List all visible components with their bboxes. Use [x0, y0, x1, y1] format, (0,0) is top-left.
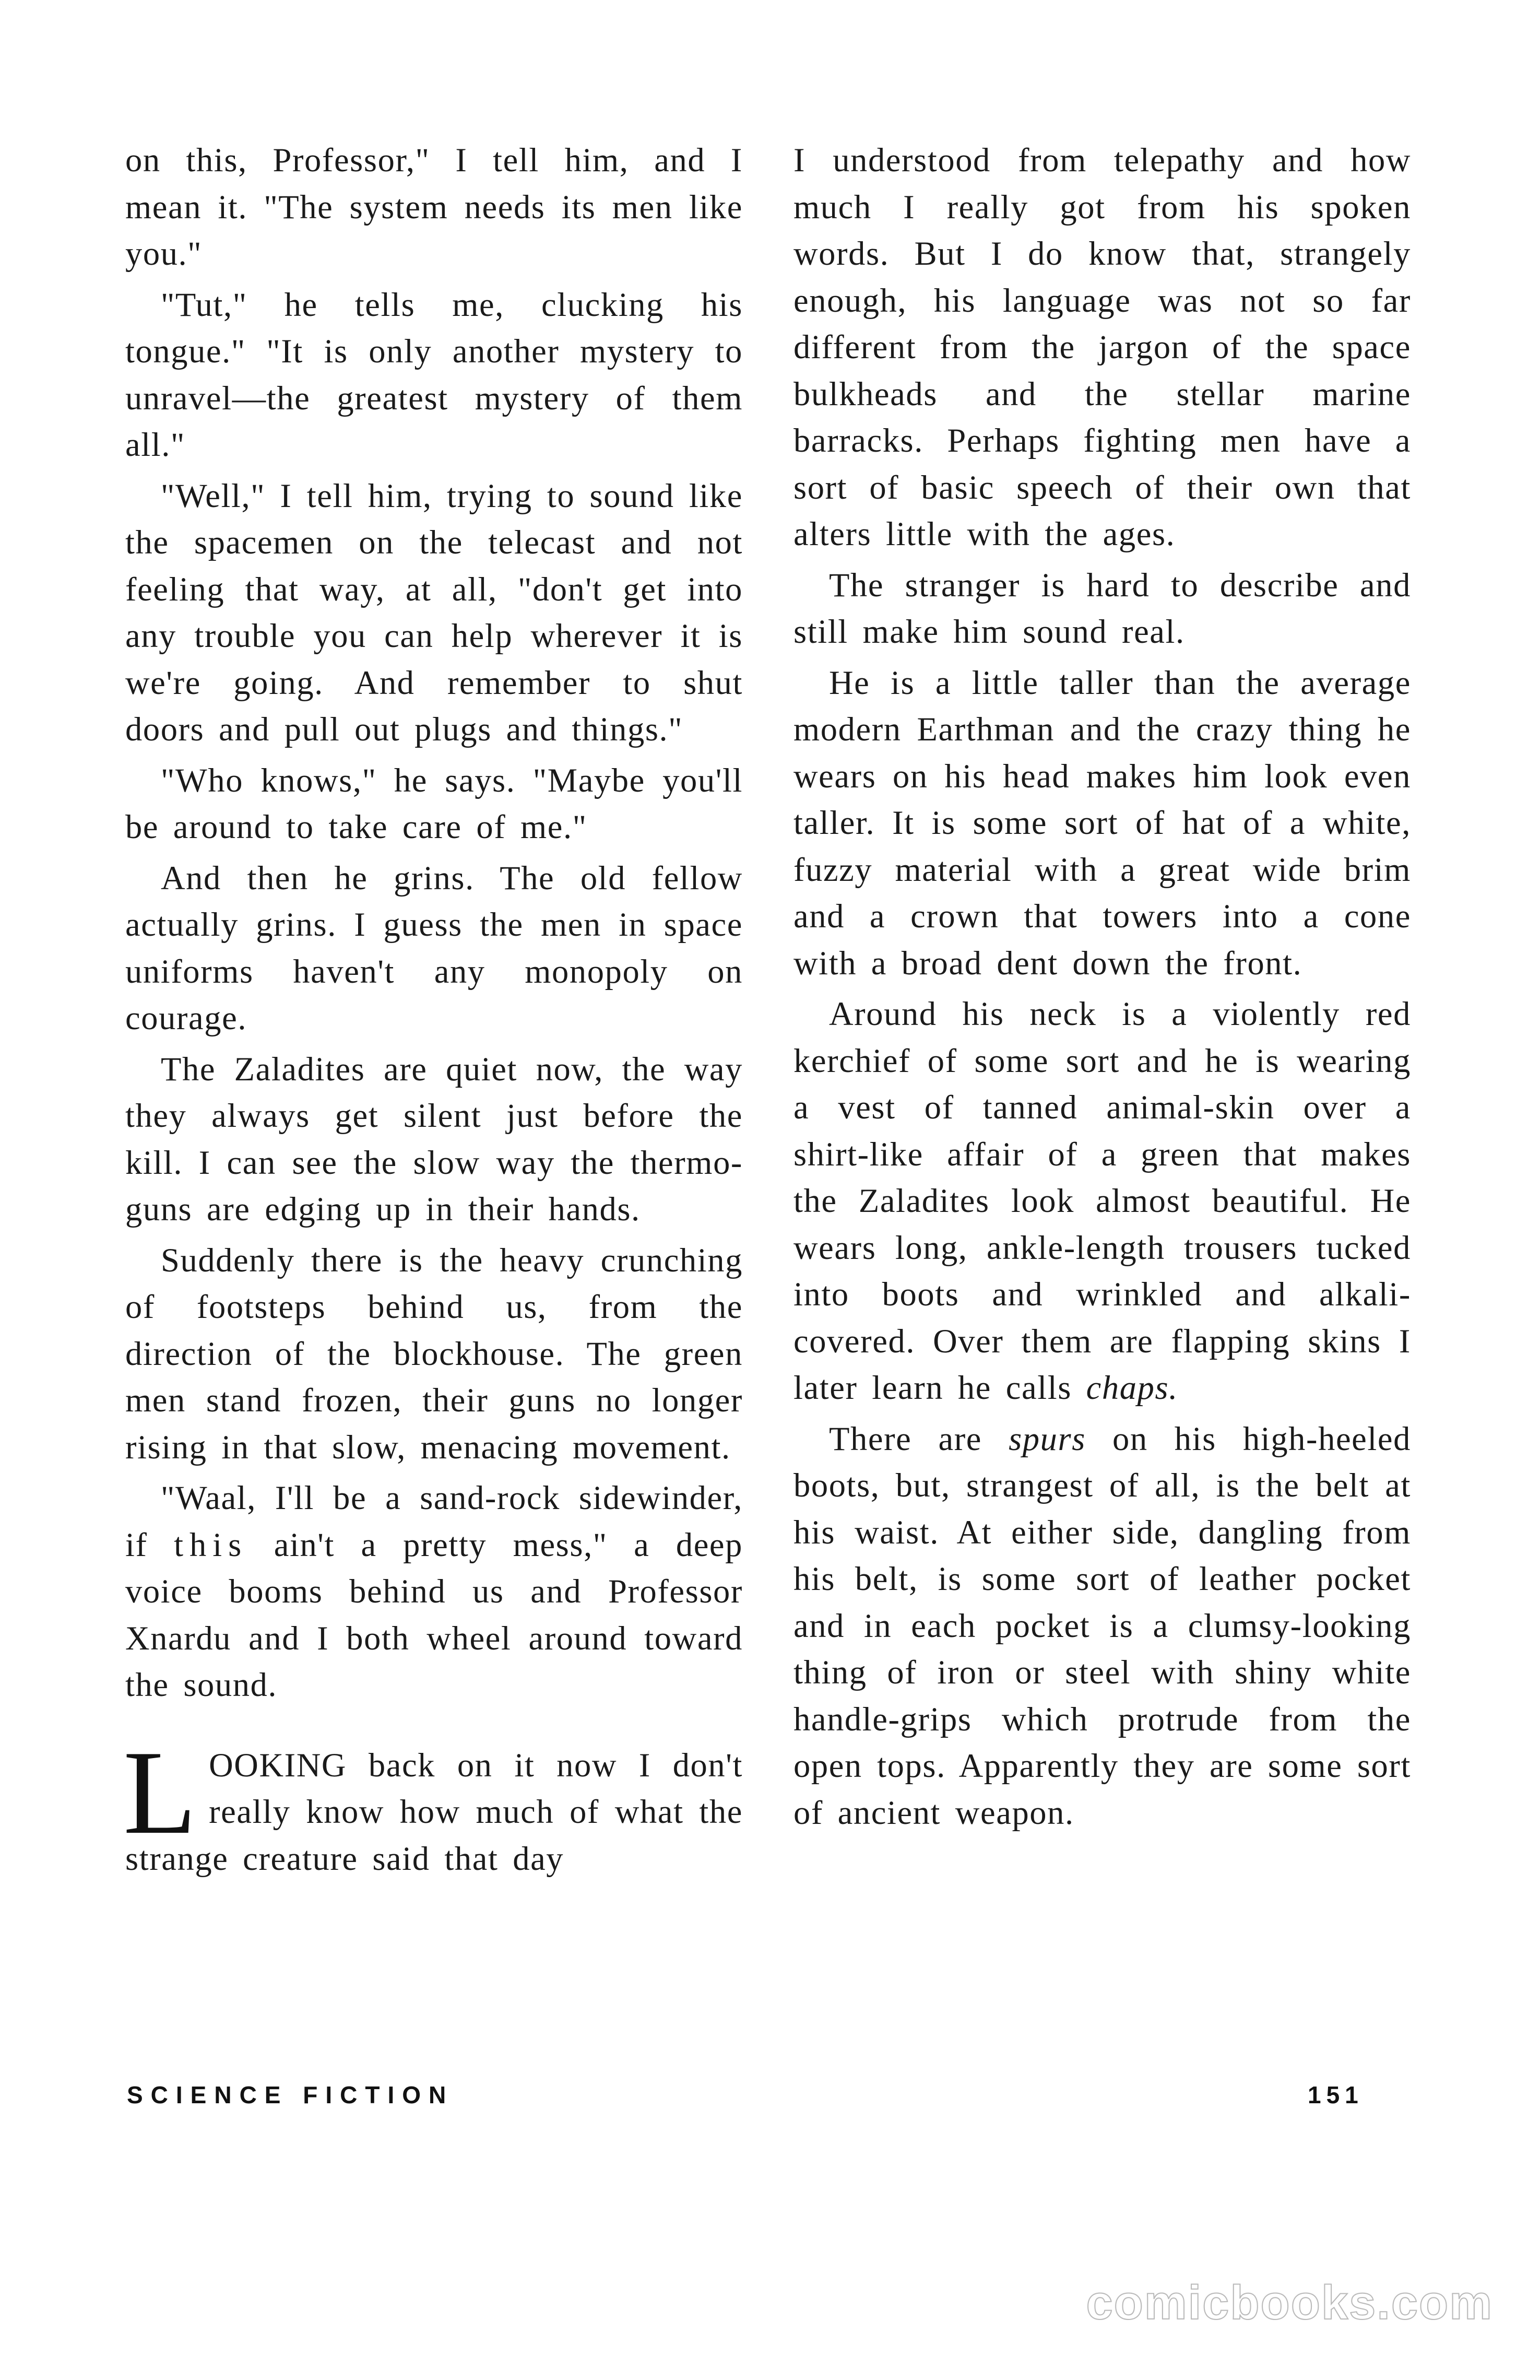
paragraph: I understood from telepathy and how much I really got from his spoken words. But I do know that, strangely enough, his language was not so far different from the jargon of the space bulkheads and the stellar marine barracks. Perhaps fighting men have a sort of basic speech of their own that alters little with the ages. — [793, 142, 1411, 552]
right-column — [793, 137, 1411, 1840]
paragraph-text: There are — [829, 1420, 1009, 1457]
paragraph: Suddenly there is the heavy crunching of footsteps behind us, from the direction of the blockhouse. The green men stand frozen, their guns no longer rising in that slow, menacing movement. — [125, 1241, 743, 1466]
section-opening-paragraph — [123, 1725, 743, 1882]
paragraph: He is a little taller than the average modern Earthman and the crazy thing he wears on his head makes him look even taller. It is some sort of hat of a white, fuzzy material with a great wide brim and a crown that towers into a cone with a broad dent down the front. — [793, 664, 1411, 982]
paragraph: And then he grins. The old fellow actually grins. I guess the men in space uniforms haven't any monopoly on courage. — [125, 859, 743, 1036]
italic-term: chaps. — [1086, 1369, 1178, 1406]
paragraph-text: ain't a pretty mess," a deep voice booms behind us and Professor Xnardu and I both wheel around toward the sound. — [125, 1526, 743, 1703]
paragraph: The stranger is hard to describe and still make him sound real. — [793, 566, 1411, 650]
paragraph: "Well," I tell him, trying to sound like the spacemen on the telecast and not feeling that way, at all, "don't get into any trouble you can help wherever it is we're going. And remember to shut doors and pull out plugs and things." — [125, 477, 743, 748]
paragraph-text: "Waal, I'll be a sand-rock sidewinder, if — [125, 1479, 743, 1563]
paragraph — [793, 1416, 1411, 1836]
paragraph — [125, 1475, 743, 1709]
paragraph: The Zaladites are quiet now, the way they always get silent just before the kill. I can see the slow way the thermo-guns are edging up in their hands. — [125, 1050, 743, 1228]
footer-page-number: 151 — [1308, 2081, 1364, 2108]
paragraph-text: on his high-heeled boots, but, strangest of all, is the belt at his waist. At either side, dangling from his belt, is some sort of leather pocket and in each pocket is a clumsy-looking thing of iron or steel with shiny white handle-grips which protrude from the open tops. Apparently they are some sort of ancient weapon. — [793, 1420, 1412, 1831]
drop-cap: L — [123, 1725, 198, 1859]
paragraph — [793, 991, 1411, 1411]
paragraph: on this, Professor," I tell him, and I mean it. "The system needs its men like you." — [125, 142, 743, 272]
paragraph: "Tut," he tells me, clucking his tongue." "It is only another mystery to unravel—the greatest mystery of them all." — [125, 286, 743, 463]
spaced-emphasis: this — [174, 1526, 248, 1563]
paragraph: "Who knows," he says. "Maybe you'll be around to take care of me." — [125, 761, 743, 845]
left-column — [125, 137, 743, 1886]
footer-magazine-title: SCIENCE FICTION — [127, 2081, 454, 2108]
paragraph-text: OOKING back on it now I don't really know how much of what the strange creature said that day — [125, 1746, 743, 1877]
watermark-logo: comicbooks.com — [1086, 2276, 1493, 2329]
paragraph-text: Around his neck is a violently red kerchief of some sort and he is wearing a vest of tanned animal-skin over a shirt-like affair of a green that makes the Zaladites look almost beautiful. He wears long, ankle-length trousers tucked into boots and wrinkled and alkali-covered. Over them are flapping skins I later learn he calls — [793, 995, 1411, 1406]
italic-term: spurs — [1009, 1420, 1086, 1457]
